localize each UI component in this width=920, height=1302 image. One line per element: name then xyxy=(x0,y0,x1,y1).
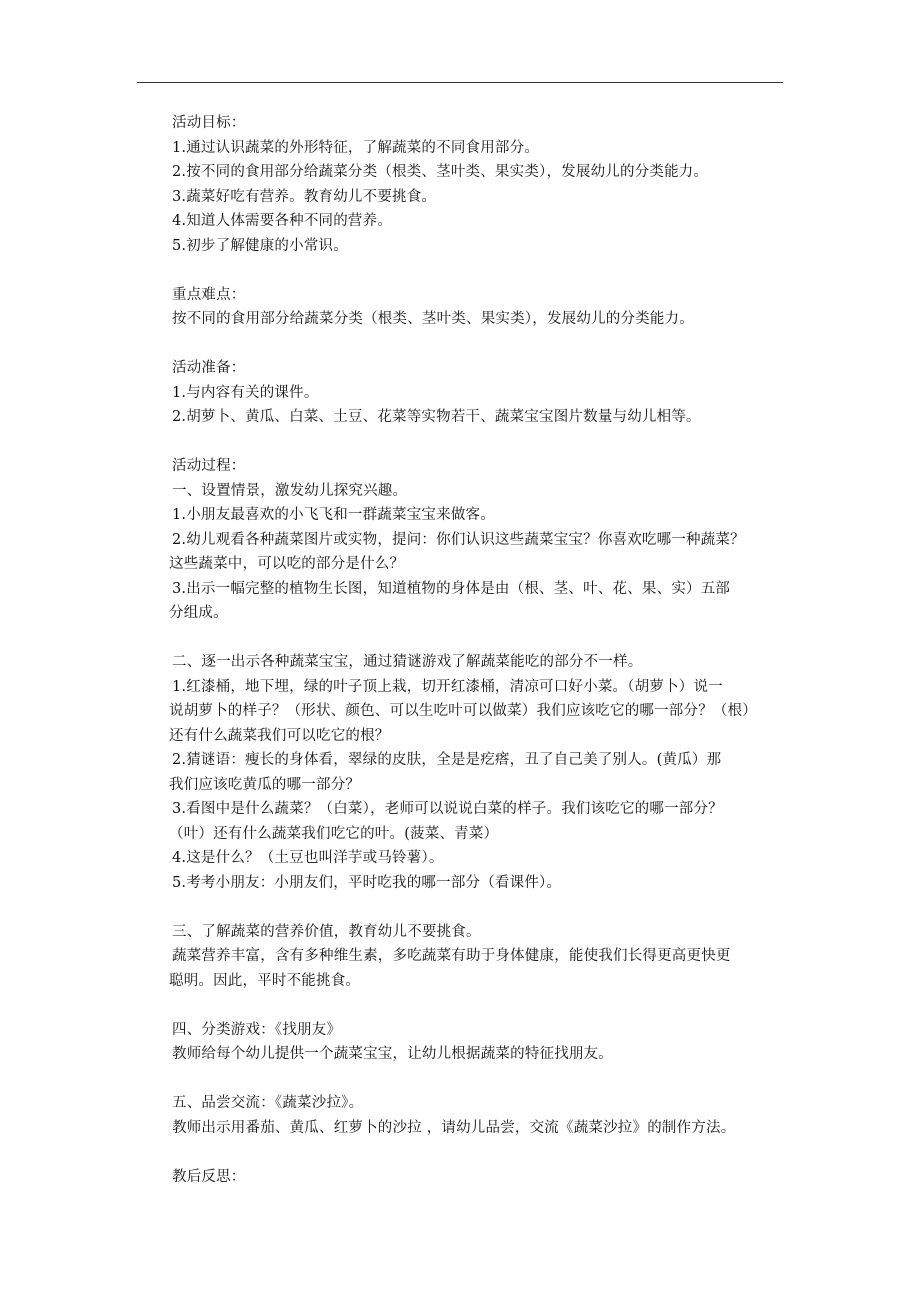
section-gap xyxy=(172,430,787,455)
paragraph-line: 4.知道人体需要各种不同的营养。 xyxy=(172,213,393,229)
paragraph-line: 说胡萝卜的样子？（形状、颜色、可以生吃叶可以做菜）我们应该吃它的哪一部分？（根） xyxy=(169,703,757,719)
paragraph-line: 2.猜谜语：瘦长的身体看，翠绿的皮肤，全是是疙瘩，丑了自己美了别人。(黄瓜）那 xyxy=(172,752,722,768)
header-rule xyxy=(137,82,783,83)
section-gap xyxy=(172,1067,787,1092)
paragraph-line: 3.出示一幅完整的植物生长图，知道植物的身体是由（根、茎、叶、花、果、实）五部 xyxy=(172,580,731,597)
section-activity-goals xyxy=(172,111,787,258)
section-reflection xyxy=(172,1165,787,1190)
paragraph-line: 5.初步了解健康的小常识。 xyxy=(172,237,348,254)
paragraph-line: 1.通过认识蔬菜的外形特征，了解蔬菜的不同食用部分。 xyxy=(172,139,540,156)
section-heading: 五、品尝交流：《蔬菜沙拉》。 xyxy=(172,1095,364,1111)
section-heading: 重点难点： xyxy=(172,286,246,303)
paragraph-line: 按不同的食用部分给蔬菜分类（根类、茎叶类、果实类），发展幼儿的分类能力。 xyxy=(172,311,694,327)
section-step-three xyxy=(169,920,787,994)
paragraph-line: 2.按不同的食用部分给蔬菜分类（根类、茎叶类、果实类），发展幼儿的分类能力。 xyxy=(172,164,709,180)
section-gap xyxy=(172,993,787,1018)
section-gap xyxy=(172,332,787,357)
paragraph-line: 聪明。因此，平时不能挑食。 xyxy=(169,972,361,989)
section-gap xyxy=(172,258,787,283)
section-heading: 四、分类游戏：《找朋友》 xyxy=(172,1021,342,1038)
paragraph-line: 蔬菜营养丰富，含有多种维生素，多吃蔬菜有助于身体健康，能使我们长得更高更快更 xyxy=(172,948,731,964)
section-gap xyxy=(172,626,787,651)
section-key-points xyxy=(172,283,787,332)
paragraph-line: 一、设置情景，激发幼儿探究兴趣。 xyxy=(172,482,408,499)
paragraph-line: 2.胡萝卜、黄瓜、白菜、土豆、花菜等实物若干、蔬菜宝宝图片数量与幼儿相等。 xyxy=(172,409,701,425)
paragraph-line: 教师出示用番茄、黄瓜、红萝卜的沙拉 ，请幼儿品尝，交流《蔬菜沙拉》的制作方法。 xyxy=(172,1119,736,1136)
paragraph-line: 我们应该吃黄瓜的哪一部分？ xyxy=(169,776,361,793)
section-heading: 二、逐一出示各种蔬菜宝宝，通过猜谜游戏了解蔬菜能吃的部分不一样。 xyxy=(172,654,643,670)
section-gap xyxy=(172,895,787,920)
paragraph-line: 1.红漆桶，地下埋，绿的叶子顶上栽，切开红漆桶，清凉可口好小菜。（胡萝卜）说一 xyxy=(172,678,723,695)
paragraph-line: 4.这是什么？（土豆也叫洋芋或马铃薯）。 xyxy=(172,850,444,866)
paragraph-line: 5.考考小朋友：小朋友们，平时吃我的哪一部分（看课件）。 xyxy=(172,874,562,891)
section-gap xyxy=(172,1140,787,1165)
paragraph-line: 1.与内容有关的课件。 xyxy=(172,384,319,401)
section-preparation xyxy=(172,356,787,430)
paragraph-line: 1.小朋友最喜欢的小飞飞和一群蔬菜宝宝来做客。 xyxy=(172,507,495,523)
section-heading: 活动过程： xyxy=(172,458,246,474)
paragraph-line: 还有什么蔬菜我们可以吃它的根？ xyxy=(169,727,390,744)
section-heading: 三、了解蔬菜的营养价值，教育幼儿不要挑食。 xyxy=(172,923,481,940)
paragraph-line: 教师给每个幼儿提供一个蔬菜宝宝，让幼儿根据蔬菜的特征找朋友。 xyxy=(172,1046,613,1062)
section-heading: 活动准备： xyxy=(172,360,246,376)
section-heading: 教后反思： xyxy=(172,1168,246,1185)
section-step-five xyxy=(172,1091,787,1140)
section-heading: 活动目标： xyxy=(172,115,246,131)
paragraph-line: 3.看图中是什么蔬菜？（白菜），老师可以说说白菜的样子。我们该吃它的哪一部分？ xyxy=(172,801,723,817)
paragraph-line: 3.蔬菜好吃有营养。教育幼儿不要挑食。 xyxy=(172,188,437,205)
section-process xyxy=(169,454,787,626)
paragraph-line: （叶）还有什么蔬菜我们吃它的叶。(菠菜、青菜） xyxy=(169,825,499,842)
paragraph-line: 2.幼儿观看各种蔬菜图片或实物，提问：你们认识这些蔬菜宝宝？你喜欢吃哪一种蔬菜？ xyxy=(172,531,745,548)
paragraph-line: 这些蔬菜中，可以吃的部分是什么？ xyxy=(169,556,405,572)
section-step-two xyxy=(169,650,787,895)
paragraph-line: 分组成。 xyxy=(169,605,228,621)
section-step-four xyxy=(172,1018,787,1067)
lesson-plan-document xyxy=(169,111,787,1189)
